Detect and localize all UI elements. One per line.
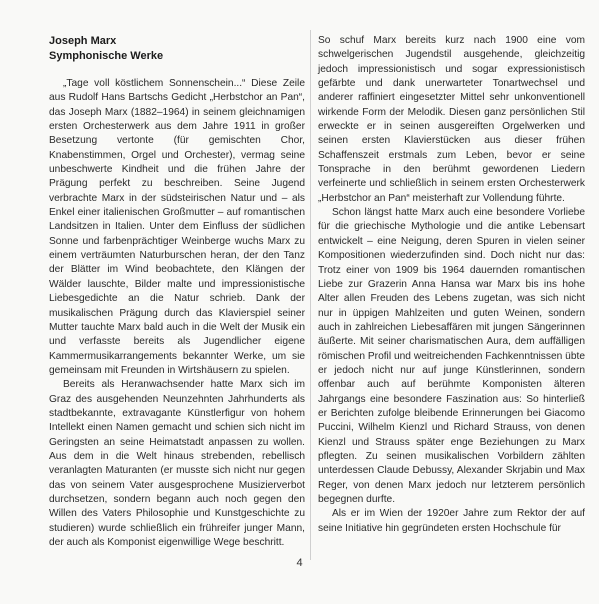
page-number: 4 (296, 557, 303, 569)
paragraph: So schuf Marx bereits kurz nach 1900 eine vom schwelgerischen Jugendstil ausgehende, gleichzeitig jedoch impressionistisch und sogar expressionistisch gefärbte und dank unerwarteter Tonartwechsel und anderer raffiniert eingesetzter Mittel sehr unkonventionell wirkende Form der Melodik. Diesen ganz persönlichen Stil erweckte er in seinen ausgereiften Orgelwerken und seinen ersten Klavierstücken aus dieser frühen Schaffenszeit erstmals zum Leben, bevor er seine Tonsprache in den berühmt gewordenen Liedern verfeinerte und schließlich in seinem ersten Orchesterwerk „Herbstchor an Pan“ meisterhaft zur Vollendung führte. (318, 35, 585, 204)
paragraph: Als er im Wien der 1920er Jahre zum Rektor der auf seine Initiative hin gegründeten ersten Hochschule für (318, 508, 585, 534)
composer-name: Joseph Marx (49, 35, 117, 47)
column-divider (310, 30, 311, 560)
paragraph: Bereits als Heranwachsender hatte Marx sich im Graz des ausgehenden Neunzehnten Jahrhunderts als stadtbekannte, extravagante Künstlerfigur von hohem Intellekt einen Namen gemacht und schien sich nicht im Geringsten an seine Heimatstadt anpassen zu wollen. Aus dem in die Welt hinaus strebenden, rebellisch veranlagten Maturanten (er musste sich nicht nur gegen das von seinem Vater ausgesprochene Musizierverbot durchsetzen, sondern begann auch noch gegen den Willen des Vaters Philosophie und Kunstgeschichte zu studieren) wurde schließlich ein frühreifer junger Mann, der auch als Komponist eigenwillige Wege beschritt. (49, 379, 305, 548)
paragraph: Schon längst hatte Marx auch eine besondere Vorliebe für die griechische Mythologie und die antike Lebensart entwickelt – eine Neigung, deren Spuren in vielen seiner Kompositionen wiederzufinden sind. Doch nicht nur das: Trotz einer von 1909 bis 1964 dauernden romantischen Liebe zur Grazerin Anna Hansa war Marx bis ins hohe Alter allen Freuden des Lebens zugetan, was sich nicht nur in üppigen Mahlzeiten und guten Weinen, sondern auch in zahlreichen Liebesaffären mit jungen Sängerinnen äußerte. Mit seiner charismatischen Aura, dem auffälligen römischen Profil und weitreichenden Fachkenntnissen übte er jedoch nicht nur auf junge Künstlerinnen, sondern offenbar auch auf berühmte Komponisten älteren Jahrgangs eine besondere Faszination aus: So hinterließ er Berichten zufolge bleibende Erinnerungen bei Giacomo Puccini, Wilhelm Kienzl und Richard Strauss, von denen Kienzl und Strauss später enge Beziehungen zu Marx pflegten. Zu seinen musikalischen Vorbildern zählten unterdessen Claude Debussy, Alexander Skrjabin und Max Reger, von denen Marx jedoch nur letzterem persönlich begegnen durfte. (318, 207, 585, 505)
paragraph: „Tage voll köstlichem Sonnenschein...“ Diese Zeile aus Rudolf Hans Bartschs Gedicht „Herbstchor an Pan“, das Joseph Marx (1882–1964) in seinem gleichnamigen ersten Orchesterwerk aus dem Jahre 1911 in großer Besetzung vertonte (für gemischten Chor, Knabenstimmen, Orgel und Orchester), vermag seine unbeschwerte Kindheit und die frühen Jahre der Prägung perfekt zu beschreiben. Seine Jugend verbrachte Marx in der südsteirischen Natur und – als Enkel einer italienischen Großmutter – auf romantischen Landsitzen in Italien. Unter dem Einfluss der südlichen Sonne und farbenprächtiger Weinberge wuchs Marx zu einem verträumten Naturburschen heran, der den Tanz der Blätter im Wind beobachtete, den Klängen der Wälder lauschte, Bilder malte und impressionistische Liebesgedichte an die Natur schrieb. Dank der musikalischen Prägung durch das Klavierspiel seiner Mutter tauchte Marx bald auch in die Welt der Musik ein und verfasste bereits als Jugendlicher eigene Kammermusikarrangements bekannter Werke, um sie gemeinsam mit Freunden in Wirtshäusern zu spielen. (49, 78, 305, 376)
right-column (318, 34, 585, 536)
work-title: Symphonische Werke (49, 49, 164, 62)
left-column (49, 34, 305, 550)
heading (49, 34, 305, 63)
